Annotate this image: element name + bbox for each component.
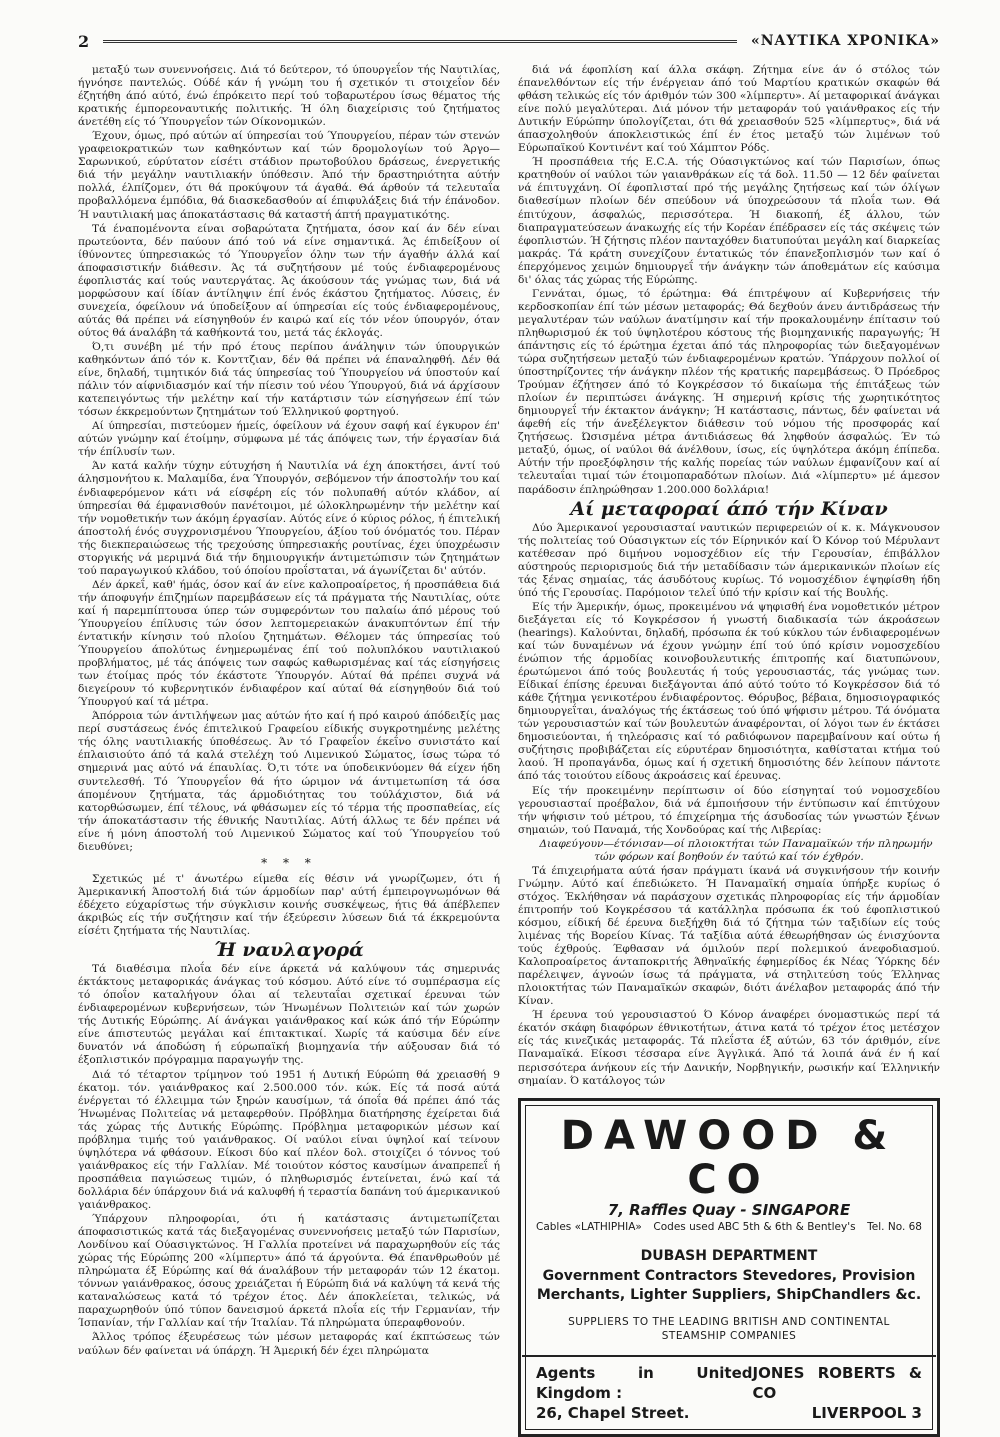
paragraph: Δέν άρκεΐ, καθ' ήμάς, όσον καί άν είνε καλοπροαίρετος, ή προσπάθεια διά τήν άποφυγήν έπιζημίων παρεμβάσεων είς τά πράγματα τής Ναυτιλίας, ούτε καί ή παρεμπίπτουσα ύπερ τών συμφερόντων του παλαίω άπό μέρους τού Ύπουργείου έπίλυσις τών όσον λεπτομερειακών άνακυπτόντων έπί τήν έντατικήν κίνησιν τού πλοίου ζητημάτων. Θέλομεν τάς ύπηρεσίας τού Ύπουργείου άπολύτως ένημερωμένας έπί τού πολυπλόκου ναυτιλιακού προβλήματος, μέ τάς άπόψεις των σαφώς καθωρισμένας καί τάς είσηγήσεις των έτοίμας πρός τόν έκάστοτε Ύπουργόν. Αύταί θά πρέπει συχνά νά διεγείρουν τό κυβερνητικόν ένδιαφέρον καί αύταί θά είσηγηθούν διά τού Ύπουργού καί τά μέτρα. bbox=[78, 578, 500, 709]
right-paras-1 bbox=[518, 64, 940, 497]
ad-street: 26, Chapel Street. bbox=[536, 1403, 690, 1422]
paragraph: Τά διαθέσιμα πλοΐα δέν είνε άρκετά νά καλύψουν τάς σημερινάς έκτάκτους μεταφορικάς άνάγκας τού κόσμου. Αύτό είνε τό συμπέρασμα είς τό όποΐον καταλήγουν όλαι αί τελευταΐαι σχετικαί έρευναι τών ένδιαφερομένων κυβερνήσεων, τών Ήνωμένων Πολιτειών καί τών χωρών τής Δυτικής Εύρώπης. Αί άνάγκαι γαιάνθρακος καί κώκ άπό τήν Εύρώπην είνε άπιστευτώς μεγάλαι καί έπιτακτικαί. Χωρίς τά καύσιμα δέν είνε δυνατόν νά άποδώση ή εύρωπαϊκή βιομηχανία τήν αύξουσαν διά τό έξοπλιστικόν πρόγραμμα παραγωγήν της. bbox=[78, 963, 500, 1067]
paragraph: Γεννάται, όμως, τό έρώτημα: Θά έπιτρέψουν αί Κυβερνήσεις τήν κερδοσκοπίαν έπί τών μέσων μεταφοράς; Θά δεχθούν άνευ άντιδράσεως τήν μεγαλυτέραν τών ναύλων άνατίμησιν καί τήν προκαλουμένην έπίτασιν τού πληθωρισμού έκ τού ύψηλοτέρου κόστους τής βιομηχανικής παραγωγής; Ή άπάντησις είς τό έρώτημα έχεται άπό τάς πληροφορίας τών διεξαγομένων τώρα συζητήσεων μεταξύ τών ένδιαφερομένων κρατών. Ύπάρχουν πολλοί οί ύποστηρίζοντες τήν άνάγκην πλέον τής κρατικής παρεμβάσεως. Ό Πρόεδρος Τρούμαν έζήτησεν άπό τό Κογκρέσσον τό δικαίωμα τής έπιτάξεως τών πλοίων έν περιπτώσει άνάγκης. Ή σημερινή κρίσις τής χωρητικότητος δημιουργεΐ τήν έκτακτον άνάγκην; Ή κατάστασις, πάντως, δέν φαίνεται νά άφεθή είς τήν άνεξέλεγκτον διάθεσιν τού νόμου τής προσφοράς καί ζητήσεως. Ώσισμένα μέτρα άντιδιάσεως θά ληφθούν άσφαλώς. Έν τώ μεταξύ, όμως, οί ναύλοι θά άνέλθουν, ίσως, είς ύψηλότερα άκόμη έπίπεδα. Αύτήν τήν προεξόφλησιν τής καλής πορείας τών ναύλων έμφανίζουν καί αί τελευταΐαι τιμαί τών έτοιμοπαραδότων πλοίων. Διά «λίμπερτυ» μέ άμεσον παράδοσιν έπληρώθησαν 1.200.000 δολλάρια! bbox=[518, 287, 940, 496]
section-divider-stars: * * * bbox=[261, 855, 317, 870]
paragraph: Άλλος τρόπος έξευρέσεως τών μέσων μεταφοράς καί έκπτώσεως τών ναύλων δέν φαίνεται νά ύπάρχη. Ή Άμερική δέν έχει πληρώματα bbox=[78, 1331, 500, 1357]
left-paras-3 bbox=[78, 963, 500, 1357]
paragraph: Είς τήν προκειμένην περίπτωσιν οί δύο είσηγηταί τού νομοσχεδίου γερουσιασταί προέβαλον, διά νά έμποιήσουν τήν έντύπωσιν καί έπιτύχουν τήν ψήφισιν τού μέτρου, τό έπιχείρημα τής άσυδοσίας τών γνωστών ξένων σημαιών, τού Παναμά, τής Χονδούρας καί τής Λιβερίας: bbox=[518, 784, 940, 836]
ad-divider bbox=[522, 1355, 936, 1357]
paragraph: μεταξύ των συνεννοήσεις. Διά τό δεύτερον, τό ύπουργεΐον τής Ναυτιλίας, ήγνόησε παντελώς. Ούδέ κάν ή γνώμη του ή σχετικόν τι στοιχεΐον δέν έζητήθη άπό αύτό, ένώ έπρόκειτο περί τού τοβαρωτέρου ίσως θέματος τής κρατικής έμπορεοναυτικής πολιτικής. Ή όλη διαχείρισις τού ζητήματος άνετέθη είς τό Ύπουργεΐον τών Οίκονομικών. bbox=[78, 64, 500, 129]
ad-services-line-2: Merchants, Lighter Suppliers, ShipChandlers &c. bbox=[536, 1286, 922, 1303]
publication-title: «ΝΑΥΤΙΚΑ ΧΡΟΝΙΚΑ» bbox=[751, 33, 940, 49]
ad-tel: Tel. No. 68 bbox=[867, 1220, 922, 1233]
paragraph: Τά έναπομένοντα είναι σοβαρώτατα ζητήματα, όσον καί άν δέν είναι πρωτεύοντα, δέν παύουν άπό τού νά είνε σημαντικά. Άς έπιδείξουν οί ίθύνοντες ύπηρεσιακώς τό Ύπουργεΐον όλην των τήν άγαθήν άλλά καί άποφασιστικήν διάθεσιν. Άς τά συζητήσουν μέ τούς ένδιαφερομένους έφοπλιστάς καί τούς ναυτεργάτας. Άς άκούσουν τάς γνώμας των, διά νά μορφώσουν καί ίδίαν άντίληψιν έπί ένός έκάστου ζητήματος. Λύσεις, έν συνεχεία, όφείλουν νά ύποδείξουν αί ύπηρεσίαι είς τούς ένδιαφερομένους, αύτάς θά πρέπει νά είσηγηθούν έν καιρώ καί είς τόν νέον ύπουργόν, όταν ούτος θά άναλάβη τά καθήκοντά του, μετά τάς έκλογάς. bbox=[78, 222, 500, 339]
ad-suppliers-line-2: STEAMSHIP COMPANIES bbox=[661, 1329, 797, 1342]
paragraph: διά νά έφοπλίση καί άλλα σκάφη. Ζήτημα είνε άν ό στόλος τών έπανελθόντων είς τήν ένέργειαν άπό τού Μαρτίου κρατικών σκαφών θά φθάση τελικώς είς τόν άριθμόν τών 300 «λίμπερτυ». Αί μεταφορικαί άνάγκαι είνε πολύ μεγαλύτεραι. Διά μόνον τήν μεταφοράν τού γαιάνθρακος είς τήν Δυτικήν Εύρώπην ύπολογίζεται, ότι θά χρειασθούν 525 «λίμπερτυς», διά νά άπασχοληθούν άποκλειστικώς έπί έν έτος μεταξύ τών λιμένων τού Εύρωπαϊκού Κοντινέντ καί τού Χάμπτον Ρόδς. bbox=[518, 64, 940, 155]
paragraph: Δύο Άμερικανοί γερουσιασταί ναυτικών περιφερειών οί κ. κ. Μάγκνουσον τής πολιτείας τού Ούασιγκτων είς τόν Είρηνικόν καί Ό Κόνορ τού Μέρυλαντ κατέθεσαν πρό διμήνου νομοσχέδιον είς τήν Γερουσίαν, έπιβάλλον αύστηρούς περιορισμούς διά τήν μεταδίδασιν τών άμερικανικών πλοίων είς τάς ξένας σημαίας, τάς άσυδότους κυρίως. Τό νομοσχέδιον έψηφίσθη ήδη ύπό τής Γερουσίας. Παρόμοιον τελεΐ ύπό τήν κρίσιν καί τής Βουλής. bbox=[518, 521, 940, 599]
ad-department: DUBASH DEPARTMENT bbox=[640, 1247, 818, 1264]
right-column bbox=[518, 64, 940, 1437]
quoted-statement: Διαφεύγουν—έτόνισαν—οί πλοιοκτήται τών Παναμαϊκών τήν πληρωμήν τών φόρων καί βοηθούν έν ταύτώ καί τόν έχθρόν. bbox=[539, 837, 933, 863]
paragraph: Ό,τι συνέβη μέ τήν πρό έτους περίπου άνάληψιν τών ύπουργικών καθηκόντων άπό τόν κ. Κονττζιαν, δέν θά πρέπει νά έπαναληφθή. Δέν θά είνε, δηλαδή, τιμητικόν διά τάς ύπηρεσίας τού Ύπουργείου νά ύποστούν καί πάλιν τόν αίφνιδιασμόν καί τήν πίεσιν τού νέου Ύπουργού, διά νά άρχίσουν κατεπειγόντως τήν μελέτην καί τήν κατάρτισιν τών είσηγήσεων έπί τών τόσων έκκρεμούντων ζητημάτων τού Έλληνικού φορτηγού. bbox=[78, 340, 500, 419]
ad-brand: DAWOOD & CO bbox=[560, 1112, 898, 1203]
left-column bbox=[78, 64, 500, 1437]
section-heading-freight-market: Ή ναυλαγορά bbox=[214, 939, 364, 962]
page-number: 2 bbox=[78, 31, 90, 51]
ad-agents-label: Agents in United Kingdom : bbox=[536, 1363, 753, 1402]
left-paras-1 bbox=[78, 64, 500, 854]
advertisement-box bbox=[518, 1098, 940, 1437]
paragraph: Άπόρροια τών άντιλήψεων μας αύτών ήτο καί ή πρό καιρού άπόδειξίς μας περί συστάσεως ένός έπιτελικού Γραφείου είδικής συγκροτημένης μελέτης τής όλης ναυτιλιακής ύποθέσεως. Άν τό Γραφεΐον έκεΐνο συνιστάτο καί έπλαισιούτο άπό τά καλά στελέχη τού Λιμενικού Σώματος, ίσως τώρα τό σημερινά μας αύτό νά έπαυλίας. Ό,τι τότε να ύποδεικνύομεν θά είχεν ήδη συντελεσθή. Τό Ύπουργεΐον θά ήτο ώριμον νά άντιμετωπίση τά όσα άπομένουν ζητήματα, τάς άρμοδιότητας του τούλάχιστον, διά νά κατορθώσωμεν, έπί τέλους, νά φθάσωμεν είς τό τέρμα τής προσπαθείας, είς τήν άποκατάστασιν τής έθνικής Ναυτιλίας. Αύτή άλλως τε δέν πρέπει νά είνε ή μόνη άποστολή τού Λιμενικού Σώματος καί τού Ύπουργείου τού διευθύνει; bbox=[78, 710, 500, 853]
paragraph: Έχουν, όμως, πρό αύτών αί ύπηρεσίαι τού Ύπουργείου, πέραν τών στενών γραφειοκρατικών των καθηκόντων καί τών δρομολογίων τού Άργο—Σαρωνικού, εύρύτατον είσέτι στάδιον πρωτοβούλου δράσεως, ένεργετικής διά τήν μεγάλην ναυτιλιακήν ύπόθεσιν. Άπό τήν δραστηριότητα αύτήν πολλά, έλπίζομεν, ότι θά προκύψουν τά άγαθά. Θά άρθούν τά τελευταΐα προβαλλόμενα έμπόδια, θά διασκεδασθούν αί έπιφυλάξεις διά τήν έπάνοδον. Ή ναυτιλιακή μας άποκατάστασις θά καταστή άπτή πραγματικότης. bbox=[78, 130, 500, 221]
section-heading-china-transport: Αί μεταφοραί άπό τήν Κίναν bbox=[570, 497, 888, 520]
right-paras-2 bbox=[518, 522, 940, 837]
paragraph: Ή έρευνα τού γερουσιαστού Ό Κόνορ άναφέρει όνομαστικώς περί τά έκατόν σκάφη διαφόρων έθνικοτήτων, άτινα κατά τό τρέχον έτος μετέσχον είς τάς κινεζικάς μεταφοράς. Τά πλεΐστα έξ αύτών, 63 τόν άριθμόν, είνε Παναμαϊκά. Είκοσι τέσσαρα είνε Άγγλικά. Άπό τά λοιπά άνά έν ή καί περισσότερα άνήκουν είς τήν Δανικήν, Νορβηγικήν, ρωσικήν καί Έλληνικήν σημαίαν. Ό κατάλογος τών bbox=[518, 1009, 940, 1087]
paragraph: Σχετικώς μέ τ' άνωτέρω είμεθα είς θέσιν νά γνωρίζωμεν, ότι ή Άμερικανική Άποστολή διά τών άρμοδίων παρ' αύτή έμπειρογνωμόνων θά έδέχετο εύχαρίστως τήν σύγκλισιν κοινής συσκέψεως, ήτις θά άπέβλεπεν άκριβώς είς τήν συζήτησιν καί τήν έξεύρεσιν λύσεων διά τά έκκρεμούντα είσέτι ζητήματα τής Ναυτιλίας. bbox=[78, 872, 500, 938]
paragraph: Ή προσπάθεια τής E.C.A. τής Ούασιγκτώνος καί τών Παρισίων, όπως κρατηθούν οί ναύλοι τών γαιανθράκων είς τά δολ. 11.50 — 12 δέν φαίνεται νά έπιτυγχάνη. Οί έφοπλισταί πρό τής μεγάλης ζητήσεως καί τών όλίγων διαθεσίμων πλοίων δέν σπεύδουν νά ύποχρεώσουν τά πλοΐα των. Θά έπιτύχουν, άσφαλώς, περισσότερα. Ή διακοπή, έξ άλλου, τών διαπραγματεύσεων άνακωχής είς τήν Κορέαν έπέδρασεν είς τάς σκέψεις τών έφοπλιστών. Ή ζήτησις πλέον πανταχόθεν διατυπούται μεγάλη καί διαρκείας μακράς. Τά κράτη συνεχίζουν έντατικώς τόν έπανεξοπλισμόν των καί ό έπερχόμενος χειμών δημιουργεΐ τήν άνάγκην τών άποθεμάτων είς καύσιμα δι' όλας τάς χώρας τής Εύρώπης. bbox=[518, 156, 940, 286]
page-header bbox=[78, 28, 940, 54]
ad-codes: Codes used ABC 5th & 6th & Bentley's bbox=[653, 1220, 856, 1233]
paragraph: Άν κατά καλήν τύχην εύτυχήση ή Ναυτιλία νά έχη άποκτήσει, άντί τού άλησμονήτου κ. Μαλαμίδα, ένα Ύπουργόν, σεβόμενον τήν άποστολήν του καί ένδιαφερόμενον κάτι νά είσφέρη είς τόν πολυπαθή αύτόν κλάδον, αί ύπηρεσίαι θά έμφανισθούν πανέτοιμοι, μέ ώλοκληρωμένην τήν μελέτην καί τήν νομοθετικήν των άκόμη έργασίαν. Αύτός είνε ό κύριος ρόλος, ή έπιτελική άποστολή ένός συγχρονισμένου Ύπουργείου, άξίου τού όνόματός του. Πέραν τής διεκπεραιώσεως τής τρεχούσης ύπηρεσιακής ρουτίνας, έχει ύποχρέωσιν στοργικής νά μεριμνά διά τήν δημιουργικήν άντιμετώπισιν τών ζητημάτων τού παραγωγικού κλάδου, τού όποίου προΐσταται, νά άγωνίζεται δι' αύτόν. bbox=[78, 460, 500, 577]
ad-city: LIVERPOOL 3 bbox=[811, 1403, 922, 1422]
left-paras-2 bbox=[78, 873, 500, 938]
ad-suppliers bbox=[536, 1315, 922, 1343]
header-rule bbox=[103, 40, 737, 43]
ad-agents bbox=[536, 1363, 922, 1423]
ad-contact-line bbox=[536, 1221, 922, 1234]
ad-address: 7, Raffles Quay - SINGAPORE bbox=[607, 1200, 851, 1219]
ad-agents-name: JONES ROBERTS & CO bbox=[752, 1363, 922, 1402]
ad-cables: Cables «LATHIPHIA» bbox=[536, 1220, 642, 1233]
paragraph: Τά έπιχειρήματα αύτά ήσαν πράγματι ίκανά νά συγκινήσουν τήν κοινήν Γνώμην. Αύτό καί έπεδιώκετο. Ή Παναμαϊκή σημαία ύπήρξε κυρίως ό στόχος. Έκλήθησαν νά παράσχουν σχετικάς πληροφορίας είς τήν άρμοδίαν έπιτροπήν τού Κογκρέσσου τά κατάλληλα πρόσωπα έκ τού έφοπλιστικού κόσμου, είδική δέ έρευνα διεξήχθη διά τό ζήτημα τών ταξιδίων είς τούς λιμένας τής Βορείου Κίνας. Τά ταξίδια αύτά έθεωρήθησαν ώς ένισχύοντα τούς έχθρούς. Έφθασαν νά όμιλούν περί πολεμικού άνεφοδιασμού. Καλοπροαίρετος άνταποκριτής Άθηναϊκής έφημερίδος έκ Νέας Ύόρκης δέν παρέλειψεν, άγνοών ίσως τά πράγματα, νά στηλιτεύση τούς Έλληνας πλοιοκτήτας τών Παναμαϊκών σκαφών, διότι άνέλαβον μεταφοράς άπό τήν Κίναν. bbox=[518, 864, 940, 1008]
ad-services-line-1: Government Contractors Stevedores, Provision bbox=[542, 1267, 916, 1284]
ad-suppliers-line-1: SUPPLIERS TO THE LEADING BRITISH AND CONTINENTAL bbox=[568, 1315, 890, 1328]
paragraph: Είς τήν Άμερικήν, όμως, προκειμένου νά ψηφισθή ένα νομοθετικόν μέτρον διεξάγεται είς τό Κογκρέσσον ή γνωστή διαδικασία τών άκροάσεων (hearings). Καλούνται, δηλαδή, πρόσωπα έκ τού κύκλου τών ένδιαφερομένων καί τών δυναμένων νά έχουν γνώμην έπί τού ύπό κρίσιν νομοσχεδίου ένώπιον τής άρμοδίας κοινοβουλευτικής έπιτροπής καί διατυπώνουν, έρωτώμενοι άπό τούς βουλευτάς ή τούς γερουσιαστάς, τάς γνώμας των. Είδικαί έπίσης έρευναι διεξάγονται άπό αύτό τούτο τό Κογκρέσσον διά τό κάθε ζήτημα γενικοτέρου ένδιαφέροντος. Θόρυβος, βέβαια, δημοσιογραφικός δημιουργεΐται, άναλόγως τής έκτάσεως τού ύπό ψήφισιν μέτρου. Τά όνόματα τών γερουσιαστών καί τών βουλευτών άναφέρονται, οί λόγοι των έν έκτάσει δημοσιεύονται, ή τηλεόρασις καί τό ραδιόφωνον παρεμβαίνουν καί ούτω ή συζήτησις προβιβάζεται είς εύρυτέραν δημοσιότητα, καθίσταται κτήμα τού λαού. Ή προπαγάνδα, όμως καί ή σχετική δημοσιότης δέν λείπουν πάντοτε άπό τάς τοιούτου είδους άκροάσεις καί έρευνας. bbox=[518, 600, 940, 783]
ad-services bbox=[536, 1267, 922, 1305]
paragraph: Διά τό τέταρτον τρίμηνον τού 1951 ή Δυτική Εύρώπη θά χρειασθή 9 έκατομ. τόν. γαιάνθρακος καί 2.500.000 τόν. κώκ. Είς τά ποσά αύτά ένέργεται τό έλλειμμα τών ξηρών καυσίμων, τά όποΐα θά πρέπει άπό τάς Ήνωμένας Πολιτείας νά μεταφερθούν. Πρόβλημα διατήρησης έχείρεται διά τάς χώρας τής Δυτικής Εύρώπης. Πρόβλημα μεταφορικών μέσων καί πρόβλημα τιμής τού γαιάνθρακος. Οί ναύλοι είναι ύψηλοί καί τείνουν ύψηλότερα νά φθάσουν. Είκοσι δύο καί πλέον δολ. στοιχίζει ό τόννος τού γαιάνθρακος είς τήν Γαλλίαν. Μέ τοιούτον κόστος καυσίμων άναπρεπεΐ ή προσπάθεια παγιώσεως τιμών, ό πληθωρισμός έντείνεται, ένώ καί τά δολλάρια δέν ύπάρχουν διά νά καλυφθή ή τεραστία δαπάνη τού άμερικανικού γαιάνθρακος. bbox=[78, 1068, 500, 1211]
columns bbox=[78, 64, 940, 1437]
right-paras-3 bbox=[518, 865, 940, 1088]
paragraph: Ύπάρχουν πληροφορίαι, ότι ή κατάστασις άντιμετωπίζεται άποφασιστικώς κατά τάς διεξαγομένας συνεννοήσεις μεταξύ τών Παρισίων, Λονδίνου καί Ούασιγκτώνος. Ή Γαλλία προτείνει νά παραχωρηθούν είς τάς χώρας τής Εύρώπης 200 «λίμπερτυ» άπό τά άργούντα. Θά έπανθρωθούν μέ πληρώματα έξ Εύρώπης καί θά άναλάβουν τήν μεταφοράν τών 12 έκατομ. τόννων γαιάνθρακος, όσους χρειάζεται ή Εύρώπη διά νά καλύψη τά κενά τής καταναλώσεως κατά τό τρέχον έτος. Δέν άποκλείεται, τελικώς, νά παραχωρηθούν ύπό τύπον δανεισμού άρκετά πλοΐα είς τήν Γερμανίαν, τήν Ίσπανίαν, τήν Γαλλίαν καί τήν Ίταλίαν. Τά πληρώματα ύπεραφθονούν. bbox=[78, 1213, 500, 1330]
paragraph: Αί ύπηρεσίαι, πιστεύομεν ήμείς, όφείλουν νά έχουν σαφή καί έγκυρον έπ' αύτών γνώμην καί έτοίμην, σύμφωνα μέ τάς άπόψεις των, τήν έργασίαν διά τήν έπίλυσίν των. bbox=[78, 420, 500, 459]
